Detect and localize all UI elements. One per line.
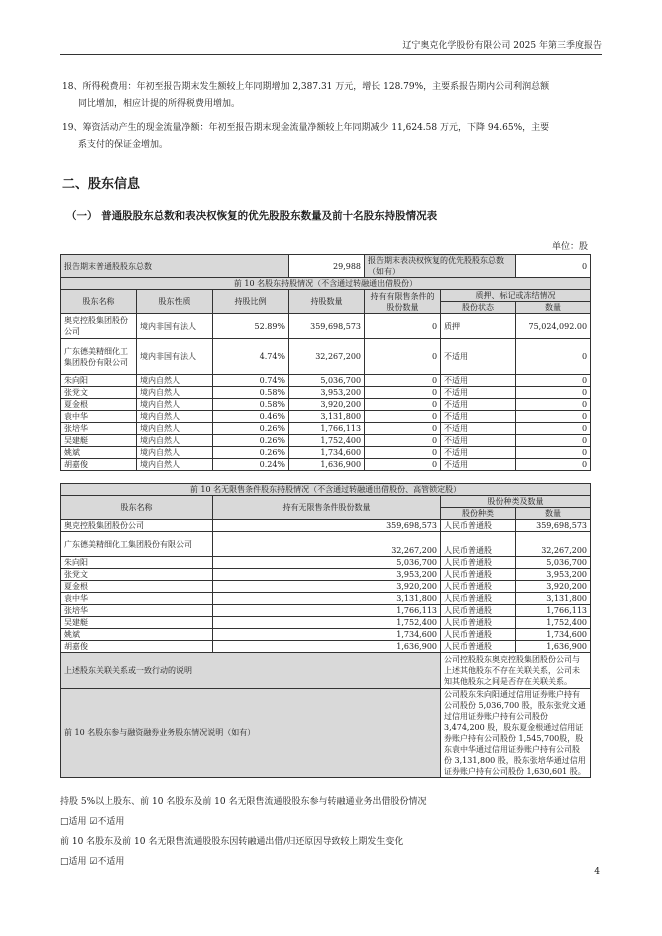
unrestricted-holder-shares: 3,131,800 xyxy=(213,593,441,605)
holder-type: 境内非国有法人 xyxy=(137,314,213,339)
top10-header-row xyxy=(61,290,591,302)
table-row xyxy=(61,375,591,387)
holder-qty: 75,024,092.00 xyxy=(516,314,591,339)
margin-text: 公司股东朱向阳通过信用证券账户持有公司股份 5,036,700 股，股东张党文通过信用证券账户持有公司股份 3,474,200 股，股东夏金根通过信用证券账户持有公司股份 1,545,700股，股东袁中华通过信用证券账户持有公司股份 3,131,800 股，股东张培华通过信用证券账户持有公司股份 1,630,601 股。 xyxy=(441,689,591,778)
holder-restricted: 0 xyxy=(365,387,441,399)
table-row xyxy=(61,581,591,593)
table-row xyxy=(61,314,591,339)
unrestricted-holder-name: 袁中华 xyxy=(61,593,213,605)
holder-qty: 0 xyxy=(516,435,591,447)
holder-pct: 0.26% xyxy=(213,447,289,459)
holder-shares: 32,267,200 xyxy=(289,339,365,375)
unrestricted-holder-shares: 1,752,400 xyxy=(213,617,441,629)
holder-pct: 0.74% xyxy=(213,375,289,387)
paragraph-19 xyxy=(62,120,602,154)
page-number: 4 xyxy=(594,867,600,877)
holder-shares: 359,698,573 xyxy=(289,314,365,339)
unrestricted-holder-name: 夏金根 xyxy=(61,581,213,593)
note-lending: 持股 5%以上股东、前 10 名股东及前 10 名无限售流通股股东参与转融通业务出借股份情况 xyxy=(60,797,427,807)
holder-pct: 0.58% xyxy=(213,387,289,399)
unrestricted-holder-kind: 人民币普通股 xyxy=(441,581,516,593)
unrestricted-holder-name: 奥克控股集团股份公司 xyxy=(61,520,213,532)
holder-type: 境内自然人 xyxy=(137,411,213,423)
holder-type: 境内自然人 xyxy=(137,375,213,387)
unrestricted-holder-qty: 3,920,200 xyxy=(516,581,591,593)
unrestricted-holder-qty: 1,752,400 xyxy=(516,617,591,629)
unrestricted-holder-shares: 3,953,200 xyxy=(213,569,441,581)
col-header-kind: 股份种类 xyxy=(441,508,516,520)
table-row xyxy=(61,520,591,532)
col-header-pct: 持股比例 xyxy=(213,290,289,314)
holder-name: 姚斌 xyxy=(61,447,137,459)
holder-qty: 0 xyxy=(516,339,591,375)
holder-qty: 0 xyxy=(516,459,591,471)
table-row xyxy=(61,557,591,569)
top10-shareholders-table xyxy=(60,254,591,471)
table-row xyxy=(61,605,591,617)
note-change: 前 10 名股东及前 10 名无限售流通股股东因转融通出借/归还原因导致较上期发生变化 xyxy=(60,837,404,847)
unrestricted-holder-kind: 人民币普通股 xyxy=(441,629,516,641)
holder-restricted: 0 xyxy=(365,375,441,387)
holder-qty: 0 xyxy=(516,375,591,387)
holder-restricted: 0 xyxy=(365,435,441,447)
unrestricted-holder-kind: 人民币普通股 xyxy=(441,617,516,629)
holder-status: 不适用 xyxy=(441,399,516,411)
holder-status: 不适用 xyxy=(441,459,516,471)
col-header-name: 股东名称 xyxy=(61,290,137,314)
summary-row xyxy=(61,255,591,278)
holder-status: 不适用 xyxy=(441,447,516,459)
holder-shares: 3,920,200 xyxy=(289,399,365,411)
holder-pct: 52.89% xyxy=(213,314,289,339)
holder-name: 朱向阳 xyxy=(61,375,137,387)
holder-restricted: 0 xyxy=(365,423,441,435)
pref-holders-label: 报告期末表决权恢复的优先股股东总数（如有） xyxy=(365,255,516,278)
holder-restricted: 0 xyxy=(365,339,441,375)
table-row xyxy=(61,629,591,641)
holder-pct: 0.24% xyxy=(213,459,289,471)
unrestricted-holder-shares: 5,036,700 xyxy=(213,557,441,569)
table-row xyxy=(61,387,591,399)
holder-pct: 0.46% xyxy=(213,411,289,423)
holder-name: 广东德美精细化工集团股份有限公司 xyxy=(61,339,137,375)
relation-text: 公司控股股东奥克控股集团股份公司与上述其他股东不存在关联关系，公司未知其他股东之间是否存在关联关系。 xyxy=(441,653,591,689)
common-holders-value: 29,988 xyxy=(289,255,365,278)
holder-type: 境内自然人 xyxy=(137,459,213,471)
table-row xyxy=(61,532,591,557)
holder-pct: 0.58% xyxy=(213,399,289,411)
holder-type: 境内自然人 xyxy=(137,447,213,459)
unrestricted-holder-name: 吴建艇 xyxy=(61,617,213,629)
unrestricted-holder-shares: 1,636,900 xyxy=(213,641,441,653)
holder-restricted: 0 xyxy=(365,459,441,471)
unrestricted-holder-kind: 人民币普通股 xyxy=(441,605,516,617)
col-header-holder: 股东名称 xyxy=(61,496,213,520)
relation-row xyxy=(61,653,591,689)
unrestricted-holder-name: 张党文 xyxy=(61,569,213,581)
paragraph-18-line2: 同比增加，相应计提的所得税费用增加。 xyxy=(78,99,241,109)
holder-shares: 1,752,400 xyxy=(289,435,365,447)
holder-status: 不适用 xyxy=(441,375,516,387)
holder-qty: 0 xyxy=(516,399,591,411)
col-header-kind-qty-value: 数量 xyxy=(516,508,591,520)
holder-restricted: 0 xyxy=(365,399,441,411)
holder-type: 境内非国有法人 xyxy=(137,339,213,375)
holder-status: 不适用 xyxy=(441,435,516,447)
table-row xyxy=(61,447,591,459)
col-header-kind-qty: 股份种类及数量 xyxy=(441,496,591,508)
table-row xyxy=(61,411,591,423)
unrestricted-holder-qty: 1,636,900 xyxy=(516,641,591,653)
holder-qty: 0 xyxy=(516,411,591,423)
table-row xyxy=(61,593,591,605)
unrestricted-holder-qty: 3,953,200 xyxy=(516,569,591,581)
unrestricted-holder-shares: 1,766,113 xyxy=(213,605,441,617)
table-row xyxy=(61,641,591,653)
holder-name: 夏金根 xyxy=(61,399,137,411)
table-row xyxy=(61,423,591,435)
holder-status: 质押 xyxy=(441,314,516,339)
unrestricted-holder-qty: 1,766,113 xyxy=(516,605,591,617)
section-title: 二、股东信息 xyxy=(62,177,141,192)
note-change-option: □适用 ☑不适用 xyxy=(60,857,125,867)
table-row xyxy=(61,399,591,411)
unrestricted-holder-name: 姚斌 xyxy=(61,629,213,641)
holder-type: 境内自然人 xyxy=(137,387,213,399)
top10-section-row xyxy=(61,278,591,290)
top10-section-label: 前 10 名股东持股情况（不含通过转融通出借股份） xyxy=(61,278,591,290)
holder-type: 境内自然人 xyxy=(137,435,213,447)
col-header-unrestricted-shares: 持有无限售条件股份数量 xyxy=(213,496,441,520)
paragraph-18 xyxy=(62,79,602,113)
unrestricted-holder-shares: 32,267,200 xyxy=(213,532,441,557)
holder-shares: 3,953,200 xyxy=(289,387,365,399)
unrestricted-holder-kind: 人民币普通股 xyxy=(441,593,516,605)
unrestricted-holder-kind: 人民币普通股 xyxy=(441,532,516,557)
unrestricted-holder-kind: 人民币普通股 xyxy=(441,520,516,532)
holder-shares: 1,734,600 xyxy=(289,447,365,459)
holder-restricted: 0 xyxy=(365,314,441,339)
holder-name: 张培华 xyxy=(61,423,137,435)
page-header: 辽宁奥克化学股份有限公司 2025 年第三季度报告 xyxy=(60,38,602,55)
table-row xyxy=(61,435,591,447)
unrestricted-holder-qty: 359,698,573 xyxy=(516,520,591,532)
unrestricted-shareholders-table xyxy=(60,483,591,778)
unit-label: 单位：股 xyxy=(551,242,588,252)
unrestricted-holder-shares: 359,698,573 xyxy=(213,520,441,532)
holder-qty: 0 xyxy=(516,447,591,459)
table-row xyxy=(61,459,591,471)
holder-name: 奥克控股集团股份公司 xyxy=(61,314,137,339)
holder-pct: 4.74% xyxy=(213,339,289,375)
unrestricted-holder-kind: 人民币普通股 xyxy=(441,641,516,653)
table-row xyxy=(61,339,591,375)
unrestricted-section-label: 前 10 名无限售条件股东持股情况（不含通过转融通出借股份、高管锁定股） xyxy=(61,484,591,496)
unrestricted-holder-kind: 人民币普通股 xyxy=(441,569,516,581)
table-row xyxy=(61,617,591,629)
unrestricted-holder-shares: 1,734,600 xyxy=(213,629,441,641)
holder-shares: 1,636,900 xyxy=(289,459,365,471)
col-header-type: 股东性质 xyxy=(137,290,213,314)
note-lending-option: □适用 ☑不适用 xyxy=(60,817,125,827)
holder-type: 境内自然人 xyxy=(137,399,213,411)
col-header-pledge: 质押、标记或冻结情况 xyxy=(441,290,591,302)
holder-restricted: 0 xyxy=(365,411,441,423)
unrestricted-holder-name: 张培华 xyxy=(61,605,213,617)
margin-row xyxy=(61,689,591,778)
holder-pct: 0.26% xyxy=(213,423,289,435)
holder-shares: 1,766,113 xyxy=(289,423,365,435)
common-holders-label: 报告期末普通股股东总数 xyxy=(61,255,289,278)
unrestricted-holder-qty: 32,267,200 xyxy=(516,532,591,557)
relation-label: 上述股东关联关系或一致行动的说明 xyxy=(61,653,441,689)
holder-status: 不适用 xyxy=(441,387,516,399)
subsection-title: （一） 普通股股东总数和表决权恢复的优先股股东数量及前十名股东持股情况表 xyxy=(66,210,438,222)
unrestricted-holder-qty: 3,131,800 xyxy=(516,593,591,605)
unrestricted-holder-name: 胡嘉俊 xyxy=(61,641,213,653)
holder-shares: 3,131,800 xyxy=(289,411,365,423)
col-header-status: 股份状态 xyxy=(441,302,516,314)
holder-name: 袁中华 xyxy=(61,411,137,423)
holder-status: 不适用 xyxy=(441,411,516,423)
holder-status: 不适用 xyxy=(441,339,516,375)
unrestricted-header-row xyxy=(61,496,591,508)
margin-label: 前 10 名股东参与融资融券业务股东情况说明（如有） xyxy=(61,689,441,778)
holder-name: 张党文 xyxy=(61,387,137,399)
paragraph-18-line1: 18、所得税费用：年初至报告期末发生额较上年同期增加 2,387.31 万元，增长 128.79%，主要系报告期内公司利润总额 xyxy=(62,82,550,92)
unrestricted-holder-name: 广东德美精细化工集团股份有限公司 xyxy=(61,532,213,557)
unrestricted-holder-shares: 3,920,200 xyxy=(213,581,441,593)
unrestricted-holder-qty: 5,036,700 xyxy=(516,557,591,569)
holder-qty: 0 xyxy=(516,423,591,435)
holder-restricted: 0 xyxy=(365,447,441,459)
table-row xyxy=(61,569,591,581)
holder-pct: 0.26% xyxy=(213,435,289,447)
unrestricted-holder-kind: 人民币普通股 xyxy=(441,557,516,569)
holder-type: 境内自然人 xyxy=(137,423,213,435)
paragraph-19-line2: 系支付的保证金增加。 xyxy=(78,140,169,150)
unrestricted-holder-qty: 1,734,600 xyxy=(516,629,591,641)
holder-name: 吴建艇 xyxy=(61,435,137,447)
col-header-restricted: 持有有限售条件的股份数量 xyxy=(365,290,441,314)
holder-status: 不适用 xyxy=(441,423,516,435)
unrestricted-holder-name: 朱向阳 xyxy=(61,557,213,569)
holder-shares: 5,036,700 xyxy=(289,375,365,387)
holder-name: 胡嘉俊 xyxy=(61,459,137,471)
holder-qty: 0 xyxy=(516,387,591,399)
col-header-shares: 持股数量 xyxy=(289,290,365,314)
col-header-qty: 数量 xyxy=(516,302,591,314)
pref-holders-value: 0 xyxy=(516,255,591,278)
unrestricted-section-row xyxy=(61,484,591,496)
paragraph-19-line1: 19、筹资活动产生的现金流量净额：年初至报告期末现金流量净额较上年同期减少 11,624.58 万元，下降 94.65%，主要 xyxy=(62,123,550,133)
